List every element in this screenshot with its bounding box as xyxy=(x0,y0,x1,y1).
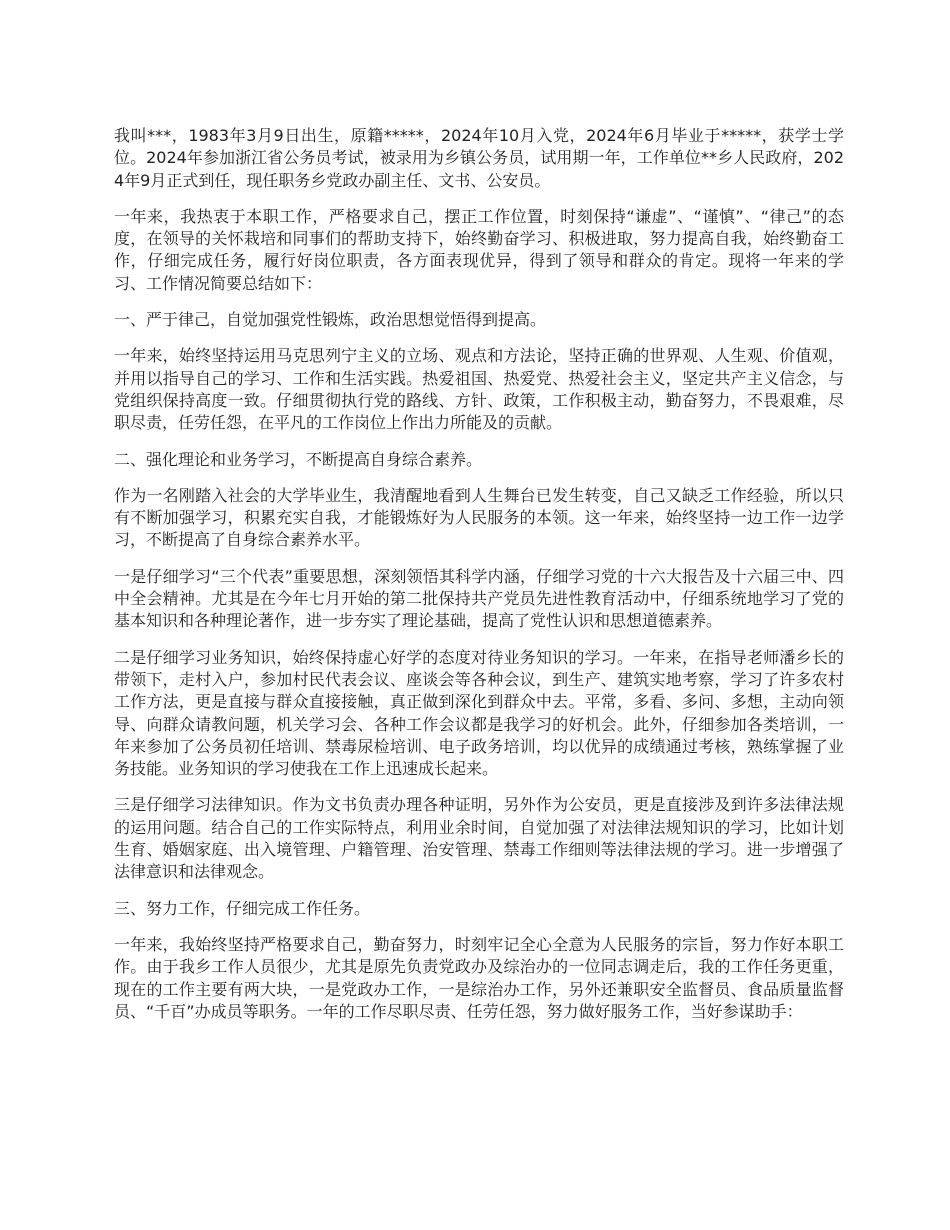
section-heading-1: 一、严于律己，自觉加强党性锻炼，政治思想觉悟得到提高。 xyxy=(114,310,547,330)
paragraph-work: 一年来，我始终坚持严格要求自己，勤奋努力，时刻牢记全心全意为人民服务的宗旨，努力作好本职工作。由于我乡工作人员很少，尤其是原先负责党政办及综治办的一位同志调走后，我的工作任务更重，现在的工作主要有两大块，一是党政办工作，一是综治办工作，另外还兼职安全监督员、食品质量监督员、“千百”办成员等职务。一年的工作尽职尽责、任劳任怨，努力做好服务工作，当好参谋助手： xyxy=(114,934,844,1021)
paragraph-political: 一年来，始终坚持运用马克思列宁主义的立场、观点和方法论，坚持正确的世界观、人生观、价值观，并用以指导自己的学习、工作和生活实践。热爱祖国、热爱党、热爱社会主义，坚定共产主义信念，与党组织保持高度一致。仔细贯彻执行党的路线、方针、政策，工作积极主动，勤奋努力，不畏艰难，尽职尽责，任劳任怨，在平凡的工作岗位上作出力所能及的贡献。 xyxy=(114,346,844,433)
paragraph-study-intro: 作为一名刚踏入社会的大学毕业生，我清醒地看到人生舞台已发生转变，自己又缺乏工作经验，所以只有不断加强学习，积累充实自我，才能锻炼好为人民服务的本领。这一年来，始终坚持一边工作一边学习，不断提高了自身综合素养水平。 xyxy=(114,485,844,550)
section-heading-3: 三、努力工作，仔细完成工作任务。 xyxy=(114,898,371,918)
paragraph-personal-info: 我叫***，1983年3月9日出生，原籍*****，2024年10月入党，2024年6月毕业于*****，获学士学位。2024年参加浙江省公务员考试，被录用为乡镇公务员，试用期一年，工作单位**乡人民政府，2024年9月正式到任，现任职务乡党政办副主任、文书、公安员。 xyxy=(114,126,844,190)
document-body xyxy=(114,125,844,1037)
paragraph-study-business: 二是仔细学习业务知识，始终保持虚心好学的态度对待业务知识的学习。一年来，在指导老师潘乡长的带领下，走村入户，参加村民代表会议、座谈会等各种会议，到生产、建筑实地考察，学习了许多农村工作方法，更是直接与群众直接接触，真正做到深化到群众中去。平常，多看、多问、多想，主动向领导、向群众请教问题，机关学习会、各种工作会议都是我学习的好机会。此外，仔细参加各类培训，一年来参加了公务员初任培训、禁毒尿检培训、电子政务培训，均以优异的成绩通过考核，熟练掌握了业务技能。业务知识的学习使我在工作上迅速成长起来。 xyxy=(114,647,844,779)
paragraph-study-theory: 一是仔细学习“三个代表”重要思想，深刻领悟其科学内涵，仔细学习党的十六大报告及十六届三中、四中全会精神。尤其是在今年七月开始的第二批保持共产党员先进性教育活动中，仔细系统地学习了党的基本知识和各种理论著作，进一步夯实了理论基础，提高了党性认识和思想道德素养。 xyxy=(114,566,844,631)
paragraph-study-law: 三是仔细学习法律知识。作为文书负责办理各种证明，另外作为公安员，更是直接涉及到许多法律法规的运用问题。结合自己的工作实际特点，利用业余时间，自觉加强了对法律法规知识的学习，比如计划生育、婚姻家庭、出入境管理、户籍管理、治安管理、禁毒工作细则等法律法规的学习。进一步增强了法律意识和法律观念。 xyxy=(114,795,844,882)
paragraph-summary-intro: 一年来，我热衷于本职工作，严格要求自己，摆正工作位置，时刻保持“谦虚”、“谨慎”、“律己”的态度，在领导的关怀栽培和同事们的帮助支持下，始终勤奋学习、积极进取，努力提高自我，始终勤奋工作，仔细完成任务，履行好岗位职责，各方面表现优异，得到了领导和群众的肯定。现将一年来的学习、工作情况简要总结如下： xyxy=(114,206,844,293)
section-heading-2: 二、强化理论和业务学习，不断提高自身综合素养。 xyxy=(114,449,483,469)
